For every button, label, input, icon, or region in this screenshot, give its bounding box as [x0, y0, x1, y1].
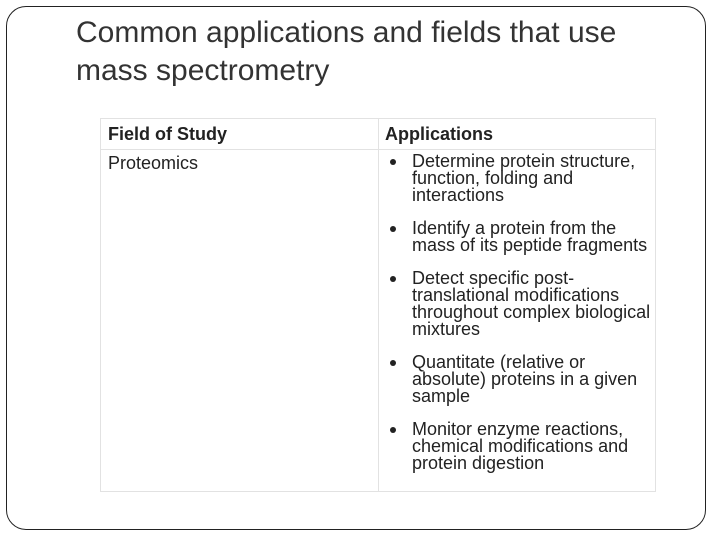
application-item — [384, 270, 652, 338]
application-item — [384, 354, 652, 405]
field-cell: Proteomics — [108, 153, 199, 173]
application-text: Monitor enzyme reactions, chemical modifications and protein digestion — [412, 419, 629, 473]
slide-title: Common applications and fields that use mass spectrometry — [76, 16, 617, 87]
application-text: Identify a protein from the mass of its peptide fragments — [412, 218, 648, 255]
application-item — [384, 220, 652, 254]
field-of-study-header: Field of Study — [108, 124, 227, 144]
applications-table — [100, 118, 656, 492]
application-item — [384, 421, 652, 472]
header-divider — [101, 149, 655, 150]
bullet-icon — [390, 226, 396, 232]
bullet-icon — [390, 159, 396, 165]
bullet-icon — [390, 360, 396, 366]
application-item — [384, 153, 652, 204]
bullet-icon — [390, 427, 396, 433]
application-text: Quantitate (relative or absolute) proteins in a given sample — [412, 352, 638, 406]
application-text: Determine protein structure, function, folding and interactions — [412, 151, 636, 205]
bullet-icon — [390, 276, 396, 282]
application-text: Detect specific post-translational modifications throughout complex biological mixtures — [412, 268, 651, 339]
applications-list — [384, 153, 652, 488]
applications-header: Applications — [385, 124, 494, 144]
column-divider — [378, 119, 379, 491]
